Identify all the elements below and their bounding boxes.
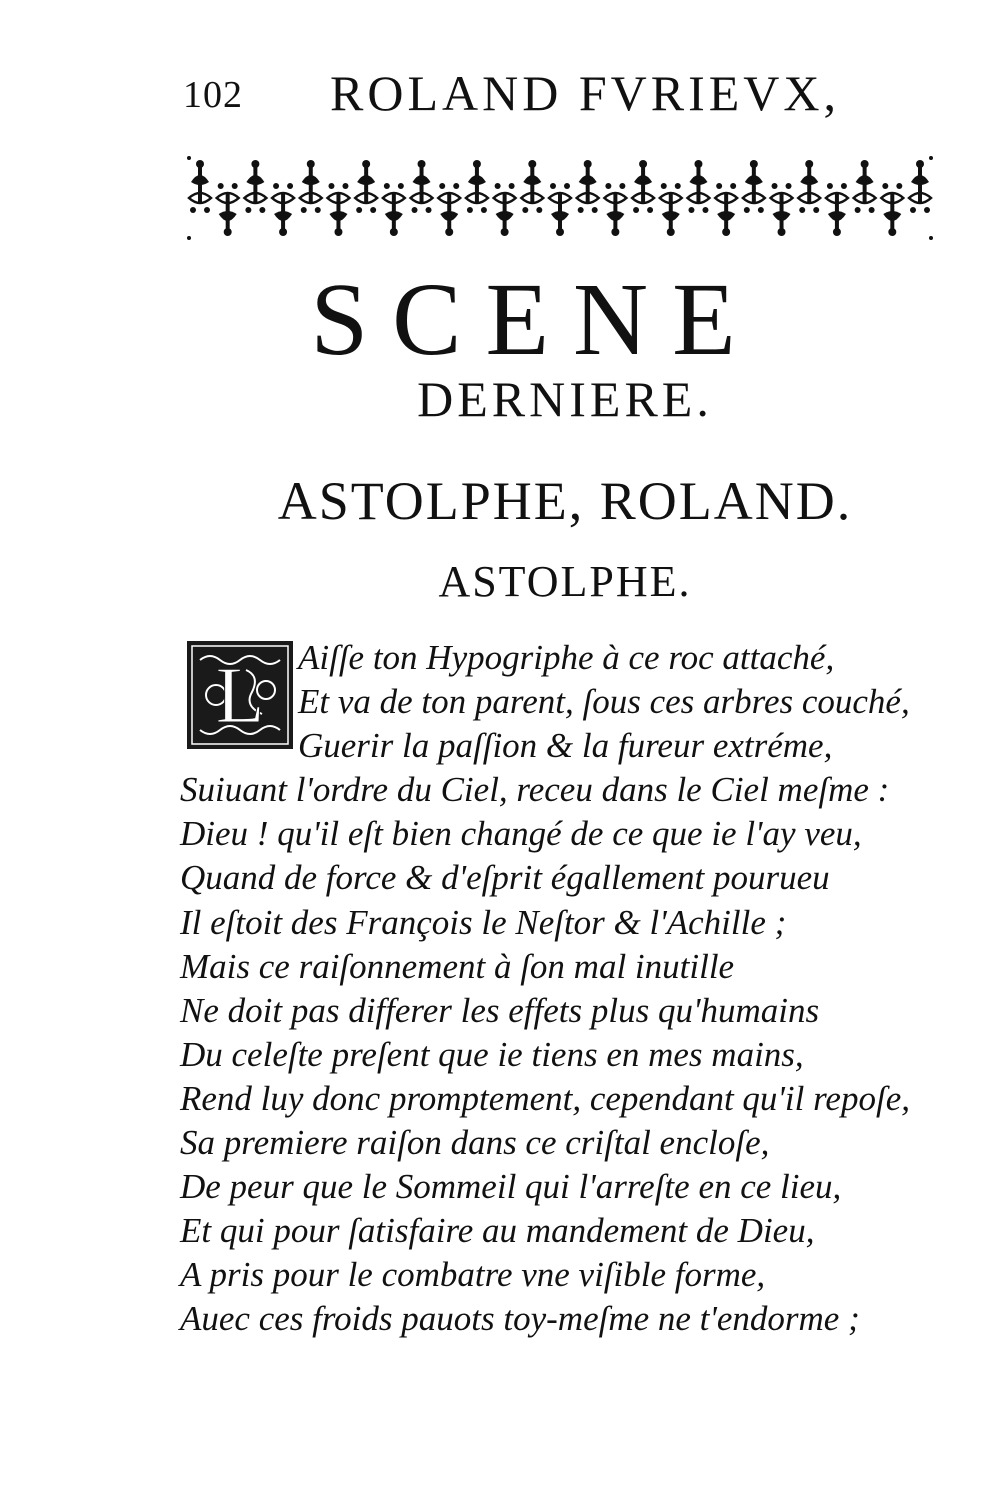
fleuron-unit (743, 160, 765, 213)
fleuron-unit (854, 160, 876, 213)
fleuron-unit (189, 160, 211, 213)
verse-line: Suiuant l'ordre du Ciel, receu dans le Ciel meſme : (180, 770, 890, 810)
ornament-dot (187, 236, 191, 240)
verse-line: Rend luy donc promptement, cependant qu'il repoſe, (180, 1078, 910, 1118)
fleuron-unit (826, 183, 848, 236)
fleuron-unit (355, 160, 377, 213)
fleuron-unit (549, 183, 571, 236)
fleuron-unit (327, 183, 349, 236)
scene-title: SCENE (310, 262, 760, 377)
fleuron-unit (909, 160, 931, 213)
verse-line: Mais ce raiſonnement à ſon mal inutille (180, 946, 735, 986)
verse-line: A pris pour le combatre vne viſible forme, (180, 1255, 766, 1295)
verse-line: Et qui pour ſatisfaire au mandement de Dieu, (180, 1211, 815, 1251)
fleuron-unit (383, 183, 405, 236)
fleuron-unit (687, 160, 709, 213)
svg-text:L: L (215, 652, 265, 740)
fleuron-unit (632, 160, 654, 213)
verse-line: Quand de force & d'eſprit égallement pourueu (180, 858, 830, 898)
verse-line: Ne doit pas differer les effets plus qu'humains (180, 990, 820, 1030)
verse-line: Du celeſte preſent que ie tiens en mes mains, (180, 1034, 804, 1074)
speaker-name: ASTOLPHE. (438, 557, 692, 606)
verse-line: Guerir la paſſion & la fureur extréme, (298, 726, 833, 766)
page-number: 102 (183, 74, 243, 116)
running-title: ROLAND FVRIEVX, (330, 65, 840, 121)
fleuron-band-ornament (185, 152, 935, 244)
characters-heading: ASTOLPHE, ROLAND. (277, 471, 853, 531)
fleuron-unit (660, 183, 682, 236)
fleuron-unit (771, 183, 793, 236)
fleuron-unit (244, 160, 266, 213)
fleuron-unit (521, 160, 543, 213)
fleuron-unit (577, 160, 599, 213)
verse-line: Aiſſe ton Hypogriphe à ce roc attaché, (298, 638, 835, 677)
ornament-dot (929, 156, 933, 160)
verse-block (180, 636, 970, 1342)
verse-line: De peur que le Sommeil qui l'arreſte en ce lieu, (180, 1167, 842, 1207)
scene-subtitle: DERNIERE. (417, 371, 713, 427)
fleuron-unit (604, 183, 626, 236)
fleuron-unit (438, 183, 460, 236)
ornament-dot (187, 156, 191, 160)
ornament-dot (929, 236, 933, 240)
verse-line: Dieu ! qu'il eſt bien changé de ce que ie l'ay veu, (180, 814, 862, 854)
fleuron-unit (466, 160, 488, 213)
fleuron-unit (881, 183, 903, 236)
fleuron-unit (217, 183, 239, 236)
fleuron-unit (300, 160, 322, 213)
fleuron-unit (411, 160, 433, 213)
fleuron-unit (715, 183, 737, 236)
fleuron-unit (494, 183, 516, 236)
verse-line: Sa premiere raiſon dans ce criſtal encloſe, (180, 1123, 770, 1163)
verse-line: Auec ces froids pauots toy-meſme ne t'endorme ; (180, 1299, 860, 1339)
verse-line: Et va de ton parent, ſous ces arbres couché, (298, 682, 910, 722)
fleuron-unit (272, 183, 294, 236)
verse-line: Il eſtoit des François le Neſtor & l'Achille ; (180, 902, 787, 942)
fleuron-unit (798, 160, 820, 213)
